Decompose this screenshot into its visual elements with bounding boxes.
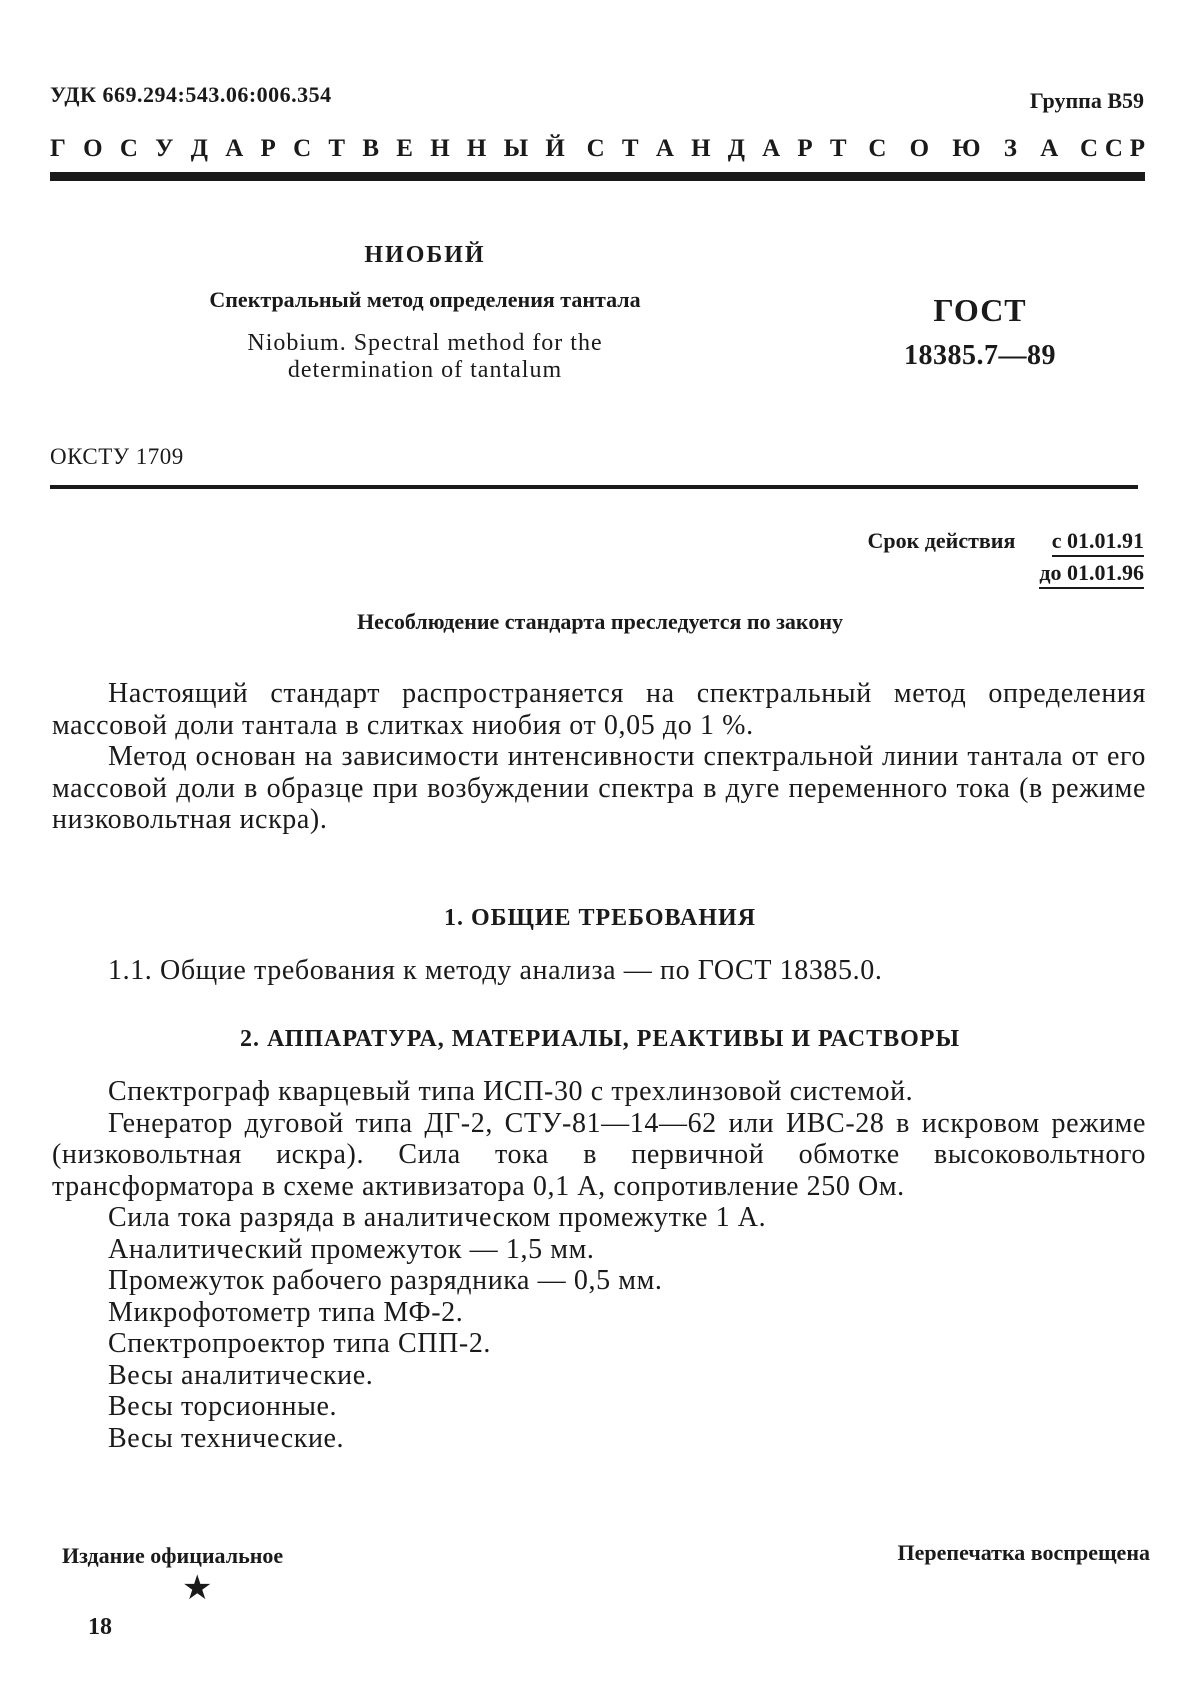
gost-label: ГОСТ (933, 292, 1027, 328)
document-title: НИОБИЙ (364, 242, 486, 268)
intro-paragraph-2: Метод основан на зависимости интенсивности спектральной линии тантала от его массовой доли в образце при возбуждении спектра в дуге переменного тока (в режиме низковольтная искра). (52, 741, 1146, 835)
equipment-item: Аналитический промежуток — 1,5 мм. (108, 1233, 595, 1265)
equipment-item: Сила тока разряда в аналитическом промежутке 1 А. (108, 1202, 767, 1233)
validity-period (867, 528, 1144, 592)
banner-word-ssr: С С Р (1079, 135, 1145, 162)
validity-from: с 01.01.91 (1052, 528, 1144, 557)
english-title-line-1: Niobium. Spectral method for the (247, 330, 603, 356)
validity-dates (1039, 528, 1144, 592)
equipment-item: Весы технические. (108, 1422, 345, 1454)
official-edition-note: Издание официальное (62, 1543, 284, 1568)
compliance-notice: Несоблюдение стандарта преследуется по закону (357, 609, 843, 634)
banner-word-standard: С Т А Н Д А Р Т (586, 135, 847, 162)
page-number: 18 (88, 1614, 112, 1640)
document-subtitle: Спектральный метод определения тантала (209, 287, 641, 312)
section-1-body (52, 955, 1146, 987)
equipment-item: Весы торсионные. (108, 1391, 338, 1422)
okstu-rule (50, 485, 1138, 489)
reprint-prohibited-note: Перепечатка воспрещена (897, 1540, 1150, 1565)
validity-to: до 01.01.96 (1039, 560, 1144, 589)
introduction (52, 678, 1146, 836)
section-1-item: 1.1. Общие требования к методу анализа — по ГОСТ 18385.0. (108, 955, 883, 986)
state-standard-banner (50, 135, 1145, 163)
validity-label: Срок действия (867, 528, 1016, 553)
english-title-line-2: determination of tantalum (287, 357, 563, 383)
intro-paragraph-1: Настоящий стандарт распространяется на спектральный метод определения массовой доли тантала в слитках ниобия от 0,05 до 1 %. (52, 678, 1146, 741)
equipment-item: Промежуток рабочего разрядника — 0,5 мм. (108, 1265, 663, 1296)
section-2-heading: 2. АППАРАТУРА, МАТЕРИАЛЫ, РЕАКТИВЫ И РАСТВОРЫ (239, 1026, 961, 1052)
equipment-list (52, 1076, 1146, 1454)
equipment-item: Спектропроектор типа СПП-2. (108, 1328, 492, 1359)
group-code: Группа В59 (1029, 88, 1144, 113)
gost-number: 18385.7—89 (904, 340, 1056, 371)
equipment-item: Спектрограф кварцевый типа ИСП-30 с трехлинзовой системой. (108, 1076, 914, 1107)
banner-word-union: С О Ю З А (868, 135, 1059, 162)
header-rule (50, 172, 1145, 181)
english-title (130, 330, 720, 384)
equipment-item: Микрофотометр типа МФ-2. (108, 1296, 464, 1328)
star-icon: ★ (182, 1570, 213, 1607)
okstu-code: ОКСТУ 1709 (50, 444, 184, 469)
banner-word-state: Г О С У Д А Р С Т В Е Н Н Ы Й (50, 135, 565, 162)
section-1-heading: 1. ОБЩИЕ ТРЕБОВАНИЯ (443, 905, 757, 931)
udk-code: УДК 669.294:543.06:006.354 (50, 82, 332, 107)
equipment-item: Генератор дуговой типа ДГ-2, СТУ-81—14—62 или ИВС-28 в искровом режиме (низковольтная искра). Сила тока в первичной обмотке высоковольтного трансформатора в схеме активизатора 0,1 А, сопротивление 250 Ом. (52, 1107, 1146, 1202)
equipment-item: Весы аналитические. (108, 1359, 374, 1391)
